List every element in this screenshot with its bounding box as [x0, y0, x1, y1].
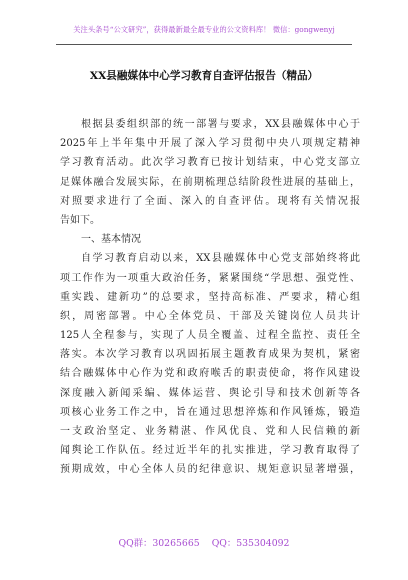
body-line: 根据县委组织部的统一部署与要求，XX县融媒体中心于 [81, 119, 360, 130]
body-line: 项工作作为一项重大政治任务，紧紧围绕“学思想、强党性、 [60, 272, 360, 284]
header-banner: 关注头条号“公文研究”，获得最新最全最专业的公文资料库！ 微信：gongwenyj [73, 25, 335, 34]
body-line: 2025年上半年集中开展了深入学习贯彻中央八项规定精神 [60, 138, 360, 150]
document-body [60, 115, 360, 480]
body-line: 结合融媒体中心作为党和政府喉舌的职责使命，将作风建设 [60, 368, 360, 380]
body-line: 深度融入新闻采编、媒体运营、舆论引导和技术创新等各 [60, 387, 360, 399]
footer-qq: QQ：535304092 [211, 538, 290, 549]
body-line: 预期成效，中心全体人员的纪律意识、规矩意识显著增强， [60, 464, 360, 476]
body-line: 闻舆论工作队伍。经过近半年的扎实推进，学习教育取得了 [60, 445, 360, 457]
body-line: 足媒体融合发展实际，在前期梳理总结阶段性进展的基础上， [60, 176, 360, 188]
body-line: 重实践、建新功”的总要求，坚持高标准、严要求，精心组 [60, 291, 360, 303]
header-divider [56, 44, 352, 45]
body-line: 125人全程参与，实现了人员全覆盖、过程全监控、责任全 [60, 330, 360, 342]
body-line: 一支政治坚定、业务精湛、作风优良、党和人民信赖的新 [60, 426, 360, 437]
body-line: 学习教育活动。此次学习教育已按计划结束，中心党支部立 [60, 157, 360, 169]
section-heading: 一、基本情况 [81, 234, 141, 246]
body-line: 对照要求进行了全面、深入的自查评估。现将有关情况报 [60, 195, 360, 207]
body-line: 落实。本次学习教育以巩固拓展主题教育成果为契机，紧密 [60, 349, 360, 361]
footer-qq-group: QQ群：30265665 [118, 538, 200, 549]
body-line: 项核心业务工作之中，旨在通过思想淬炼和作风锤炼，锻造 [60, 406, 360, 418]
body-line: 自学习教育启动以来，XX县融媒体中心党支部始终将此 [81, 253, 360, 265]
body-line: 织，周密部署。中心全体党员、干部及关键岗位人员共计 [60, 310, 360, 322]
footer-contact [0, 538, 408, 550]
body-line: 告如下。 [60, 214, 100, 226]
document-title: XX县融媒体中心学习教育自查评估报告（精品） [89, 70, 319, 82]
